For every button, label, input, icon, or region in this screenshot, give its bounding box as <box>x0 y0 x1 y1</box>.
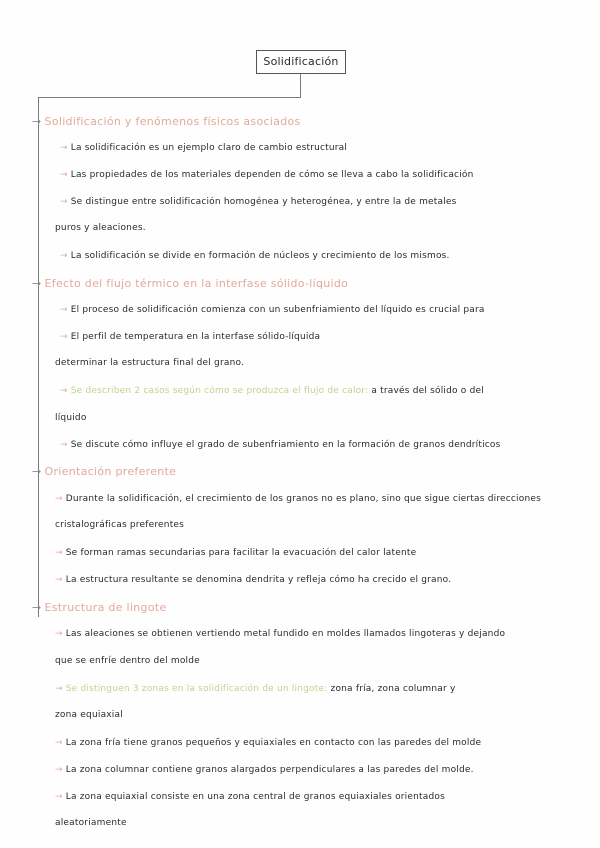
arrow-icon: → <box>60 197 68 207</box>
arrow-icon: → <box>55 629 63 639</box>
arrow-icon: → <box>32 115 42 128</box>
bullet-line: → Se forman ramas secundarias para facilitar la evacuación del calor latente <box>55 548 417 558</box>
section-heading: → Orientación preferente <box>32 465 177 478</box>
arrow-icon: → <box>60 386 68 396</box>
arrow-icon: → <box>60 170 68 180</box>
bullet-line: → Se distingue entre solidificación homogénea y heterogénea, y entre la de metales <box>60 197 457 207</box>
arrow-icon: → <box>60 305 68 315</box>
outline-trunk-line <box>38 97 39 617</box>
bullet-line-continuation: líquido <box>55 413 87 423</box>
section-heading: → Estructura de lingote <box>32 601 167 614</box>
bullet-line: → Las aleaciones se obtienen vertiendo metal fundido en moldes llamados lingoteras y dejando <box>55 629 506 639</box>
bullet-line: → Se discute cómo influye el grado de subenfriamiento en la formación de granos dendríticos <box>60 440 501 450</box>
arrow-icon: → <box>32 277 42 290</box>
section-heading: → Solidificación y fenómenos físicos asociados <box>32 115 301 128</box>
arrow-icon: → <box>60 251 68 261</box>
arrow-icon: → <box>32 601 42 614</box>
section-heading: → Efecto del flujo térmico en la interfase sólido-líquido <box>32 277 349 290</box>
arrow-icon: → <box>32 465 42 478</box>
arrow-icon: → <box>55 765 63 775</box>
arrow-icon: → <box>60 440 68 450</box>
title-connector-vertical <box>300 74 301 97</box>
bullet-line-continuation: determinar la estructura final del grano. <box>55 358 245 368</box>
arrow-icon: → <box>55 684 63 694</box>
title-connector-horizontal <box>38 97 301 98</box>
bullet-line-continuation: zona equiaxial <box>55 710 123 720</box>
bullet-line: → La estructura resultante se denomina dendrita y refleja cómo ha crecido el grano. <box>55 575 452 585</box>
bullet-line: → La solidificación es un ejemplo claro de cambio estructural <box>60 143 348 153</box>
bullet-line-continuation: que se enfríe dentro del molde <box>55 656 200 666</box>
bullet-line-continuation: puros y aleaciones. <box>55 223 146 233</box>
highlighted-text: Se describen 2 casos según cómo se produzca el flujo de calor: <box>70 386 369 396</box>
bullet-line: → La solidificación se divide en formación de núcleos y crecimiento de los mismos. <box>60 251 450 261</box>
bullet-line: → Durante la solidificación, el crecimiento de los granos no es plano, sino que sigue ciertas direcciones <box>55 494 541 504</box>
bullet-line: → El perfil de temperatura en la interfase sólido-líquida <box>60 332 321 342</box>
arrow-icon: → <box>60 332 68 342</box>
arrow-icon: → <box>55 494 63 504</box>
bullet-line: → La zona fría tiene granos pequeños y equiaxiales en contacto con las paredes del molde <box>55 738 482 748</box>
highlighted-text: Se distinguen 3 zonas en la solidificación de un lingote: <box>65 684 328 694</box>
arrow-icon: → <box>55 738 63 748</box>
bullet-line-continuation: aleatoriamente <box>55 818 127 828</box>
bullet-line: → La zona columnar contiene granos alargados perpendiculares a las paredes del molde. <box>55 765 474 775</box>
bullet-line: → La zona equiaxial consiste en una zona central de granos equiaxiales orientados <box>55 792 445 802</box>
bullet-line: → Se distinguen 3 zonas en la solidificación de un lingote: zona fría, zona columnar y <box>55 684 456 694</box>
arrow-icon: → <box>55 548 63 558</box>
arrow-icon: → <box>60 143 68 153</box>
page-title: Solidificación <box>256 50 346 74</box>
bullet-line: → Las propiedades de los materiales dependen de cómo se lleva a cabo la solidificación <box>60 170 474 180</box>
bullet-line: → El proceso de solidificación comienza con un subenfriamiento del líquido es crucial para <box>60 305 485 315</box>
arrow-icon: → <box>55 575 63 585</box>
bullet-line-continuation: cristalográficas preferentes <box>55 520 185 530</box>
arrow-icon: → <box>55 792 63 802</box>
bullet-line: → Se describen 2 casos según cómo se produzca el flujo de calor: a través del sólido o del <box>60 386 484 396</box>
